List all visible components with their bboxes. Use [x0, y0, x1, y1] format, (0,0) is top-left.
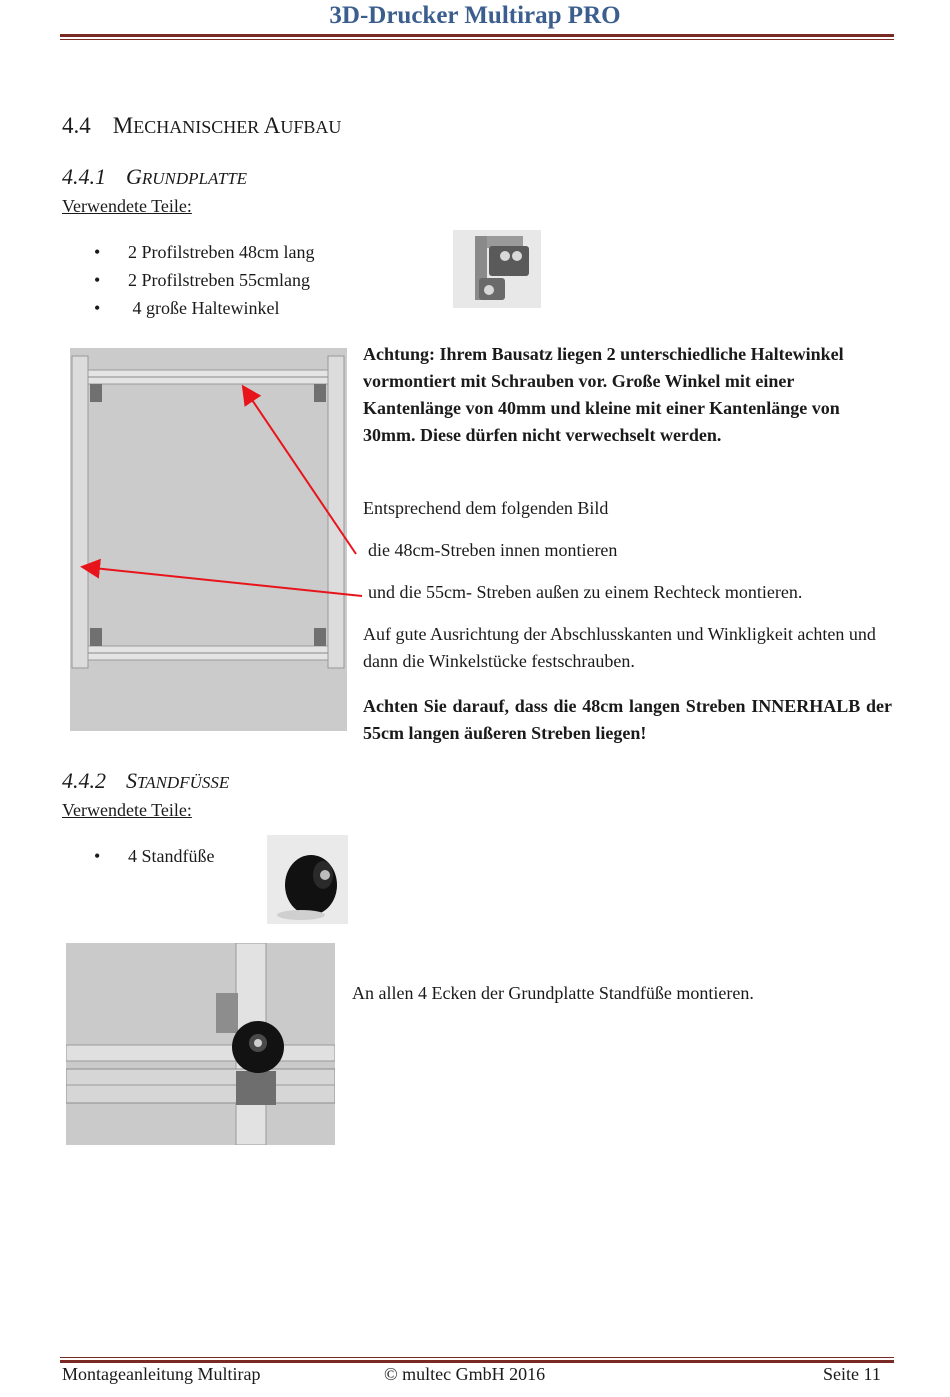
instruction-paragraph: die 48cm-Streben innen montieren: [368, 540, 618, 560]
instruction-paragraph: und die 55cm- Streben außen zu einem Rechteck montieren.: [368, 582, 803, 602]
emphasis-paragraph: Achten Sie darauf, dass die 48cm langen Streben INNERHALB der 55cm langen äußeren Streben liegen!: [363, 696, 892, 743]
subsection-number: 4.4.2: [62, 768, 106, 793]
arrow-to-outer-strut: [84, 567, 362, 596]
parts-label: Verwendete Teile:: [62, 800, 192, 820]
section-title-rest1: ECHANISCHER: [133, 117, 264, 137]
subsection-heading-standfuesse: [62, 768, 229, 794]
page-number: Seite 11: [823, 1364, 881, 1384]
bullet-icon: •: [94, 298, 101, 318]
foot-photo: [267, 835, 348, 924]
subsection-number: 4.4.1: [62, 164, 106, 189]
warning-paragraph: Achtung: Ihrem Bausatz liegen 2 unterschiedliche Haltewinkel vormontiert mit Schrauben vor. Große Winkel mit einer Kantenlänge von 40mm und kleine mit einer Kantenlänge von 30mm. Diese dürfen nicht verwechselt werden.: [363, 344, 844, 445]
bullet-icon: •: [94, 846, 101, 866]
subsection-title-rest: TANDFÜSSE: [137, 773, 230, 792]
list-item-text: 4 große Haltewinkel: [128, 298, 280, 318]
section-title-cap2: A: [263, 113, 281, 138]
instruction-paragraph: An allen 4 Ecken der Grundplatte Standfüße montieren.: [352, 983, 754, 1003]
bullet-icon: •: [94, 242, 101, 262]
document-header-title: 3D-Drucker Multirap PRO: [329, 2, 621, 29]
section-title-cap1: M: [112, 113, 134, 138]
footer-rule: [60, 1360, 894, 1363]
list-item-text: 2 Profilstreben 55cmlang: [128, 270, 310, 290]
footer-left: Montageanleitung Multirap: [62, 1364, 261, 1384]
section-title-rest2: UFBAU: [280, 117, 342, 137]
foot-mounted-photo: [66, 943, 335, 1145]
list-item-text: 4 Standfüße: [128, 846, 215, 866]
footer-rule-thin: [60, 1357, 894, 1358]
subsection-title-rest: RUNDPLATTE: [141, 169, 248, 188]
arrow-to-inner-strut: [244, 388, 356, 554]
subsection-title-cap: S: [126, 768, 137, 793]
bullet-icon: •: [94, 270, 101, 290]
parts-label: Verwendete Teile:: [62, 196, 192, 216]
section-number: 4.4: [62, 113, 91, 138]
instruction-paragraph: Auf gute Ausrichtung der Abschlusskanten und Winkligkeit achten und dann die Winkelstücke festschrauben.: [363, 624, 876, 671]
subsection-title-cap: G: [126, 164, 142, 189]
instruction-paragraph: Entsprechend dem folgenden Bild: [363, 498, 609, 518]
list-item: [94, 846, 215, 867]
footer-copyright: © multec GmbH 2016: [384, 1364, 546, 1384]
list-item-text: 2 Profilstreben 48cm lang: [128, 242, 315, 262]
